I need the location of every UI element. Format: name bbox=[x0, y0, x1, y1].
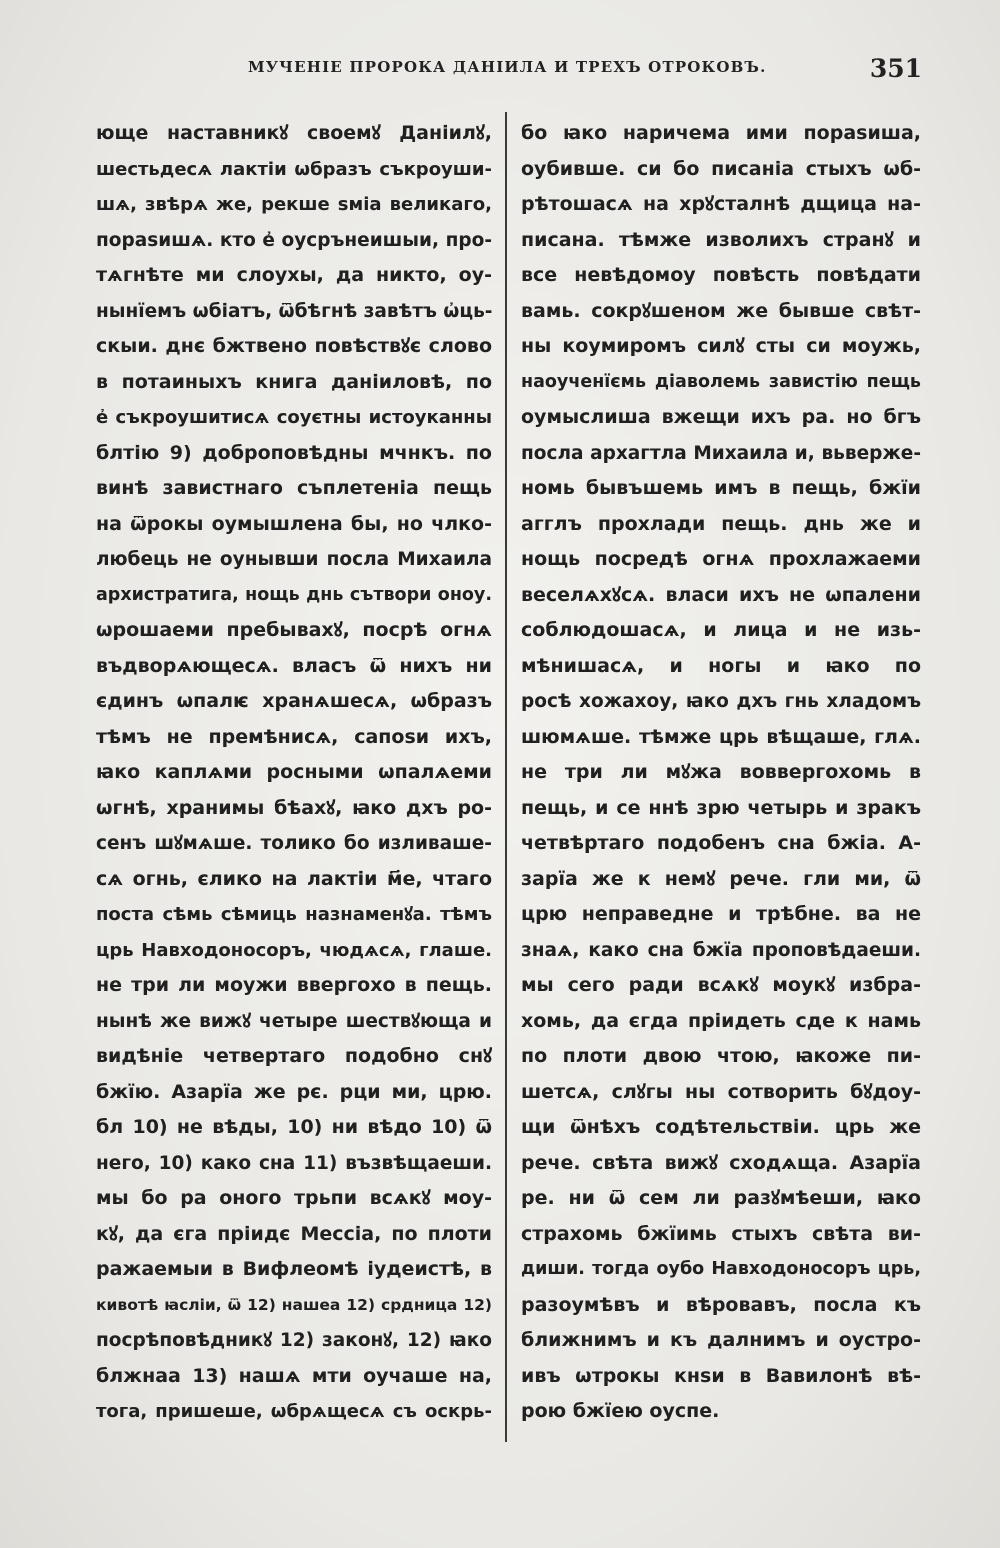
text-line: соблюдошасѧ, и лица и не изь- bbox=[521, 619, 921, 641]
text-line: шюмѧше. тѣмже црь вѣщаше, глѧ. bbox=[521, 725, 921, 748]
text-line: юще наставникꙋ своемꙋ Даніилꙋ, bbox=[96, 122, 492, 144]
text-line: ивъ ѡтрокы кнѕи в Вавилонѣ вѣ- bbox=[521, 1364, 921, 1387]
text-line: диши. тогда оубо Навходоносоръ црь, bbox=[521, 1259, 921, 1279]
text-line: архистратига, нощь днь сътвори оноу. bbox=[96, 584, 492, 605]
text-line: посла архагтла Михаила и, вьверже- bbox=[521, 442, 921, 464]
text-line: страхомь бжїимь стыхъ свѣта ви- bbox=[521, 1222, 921, 1245]
text-line: бжїю. Азарїа же рє. рци ми, црю. bbox=[96, 1080, 492, 1103]
text-line: него, 10) како сна 11) възвѣщаеши. bbox=[96, 1152, 492, 1174]
text-line: не три ли моужи ввергохо в пещь. bbox=[96, 974, 492, 996]
text-line: сенъ шꙋмѧше. толико бо изливаше- bbox=[96, 833, 492, 854]
text-line: црю неправедне и трѣбне. ва не bbox=[521, 903, 921, 925]
text-line: ближнимъ и къ далнимъ и оустро- bbox=[521, 1329, 921, 1351]
text-line: росѣ хожахоу, ꙗко дхъ гнь хладомъ bbox=[521, 691, 921, 712]
right-text-column bbox=[521, 116, 921, 1430]
text-line: нынїемъ ѡбіатъ, ѿбѣгнѣ завѣтъ ѡ҆ць- bbox=[96, 300, 492, 322]
text-line: рою бжїею оуспе. bbox=[521, 1400, 720, 1422]
column-divider bbox=[505, 112, 507, 1442]
text-line: єдинъ ѡпалѥ хранѧшесѧ, ѡбразъ bbox=[96, 690, 492, 712]
text-line: бо ꙗко наричема ими пораѕиша, bbox=[521, 122, 921, 144]
text-line: оубивше. си бо писаніа стыхъ ѡб- bbox=[521, 157, 921, 180]
text-line: шетсѧ, слꙋгы ны сотворить бꙋдоу- bbox=[521, 1080, 921, 1103]
text-line: блтію 9) доброповѣдны мчнкъ. по bbox=[96, 441, 492, 464]
text-line: въдворѧющесѧ. власъ ѿ нихъ ни bbox=[96, 654, 492, 677]
text-line: тѣмъ не премѣнисѧ, сапоѕи ихъ, bbox=[96, 725, 492, 748]
text-line: номь бывъшемь имъ в пещь, бжїи bbox=[521, 477, 921, 499]
text-line: не три ли мꙋжа воввергохомь в bbox=[521, 761, 921, 783]
text-line: шестьдесѧ лактіи ѡбразъ съкроуши- bbox=[96, 158, 492, 180]
text-line: зарїа же к немꙋ рече. гли ми, ѿ bbox=[521, 867, 921, 890]
page-number: 351 bbox=[869, 54, 922, 83]
text-line: поста сѣмь сѣмиць назнаменꙋа. тѣмъ bbox=[96, 904, 492, 925]
text-line: ражаемыи в Вифлеомѣ іудеистѣ, в bbox=[96, 1258, 492, 1280]
text-line: на ѿрокы оумышлена бы, но члко- bbox=[96, 512, 492, 535]
text-line: четвѣртаго подобенъ сна бжіа. А- bbox=[521, 832, 921, 854]
text-line: по плоти двою чтою, ꙗкоже пи- bbox=[521, 1045, 921, 1067]
text-line: разоумѣвъ и вѣровавъ, посла къ bbox=[521, 1293, 921, 1316]
text-line: мы бо ра оного трьпи всѧкꙋ моу- bbox=[96, 1187, 492, 1209]
text-line: шѧ, звѣрѧ же, рекше ѕміа великаго, bbox=[96, 194, 492, 215]
text-line: блжнаа 13) нашѧ мти оучаше на, bbox=[96, 1364, 492, 1387]
text-line: посрѣповѣдникꙋ 12) законꙋ, 12) ꙗко bbox=[96, 1330, 492, 1351]
text-line: пораѕишѧ. кто е҆ оусрънеишыи, про- bbox=[96, 229, 492, 251]
text-line: агглъ прохлади пещь. днь же и bbox=[521, 512, 921, 535]
text-line: ѡрошаеми пребывахꙋ, посрѣ огнѧ bbox=[96, 619, 492, 641]
text-line: хомь, да єгда пріидеть сде к намь bbox=[521, 1009, 921, 1032]
text-line: наоученїємь діаволемь завистію пещь bbox=[521, 371, 921, 392]
text-line: мѣнишасѧ, и ногы и ꙗко по bbox=[521, 654, 921, 677]
text-line: мы сего ради всѧкꙋ моукꙋ избра- bbox=[521, 974, 921, 996]
text-line: вамь. сокрꙋшеном же бывше свѣт- bbox=[521, 299, 921, 322]
text-line: любець не оунывши посла Михаила bbox=[96, 549, 492, 570]
text-line: пещь, и се ннѣ зрю четырь и зракъ bbox=[521, 796, 921, 819]
running-title: МУЧЕНІЕ ПРОРОКА ДАНІИЛА И ТРЕХЪ ОТРОКОВЪ. bbox=[248, 58, 767, 76]
text-line: нынѣ же вижꙋ четыре шествꙋюща и bbox=[96, 1010, 492, 1032]
left-text-column bbox=[96, 116, 492, 1430]
text-line: кꙋ, да єга пріидє Мессіа, по плоти bbox=[96, 1222, 492, 1245]
text-line: рече. свѣта вижꙋ сходѧща. Азарїа bbox=[521, 1151, 921, 1174]
text-line: веселѧхꙋсѧ. власи ихъ не ѡпалени bbox=[521, 583, 921, 606]
text-line: бл 10) не вѣды, 10) ни вѣдо 10) ѿ bbox=[96, 1116, 492, 1138]
text-line: в потаиныхъ книга даніиловѣ, по bbox=[96, 370, 492, 393]
text-line: знаѧ, како сна бжїа проповѣдаеши. bbox=[521, 939, 921, 961]
text-line: тѧгнѣте ми слоухы, да никто, оу- bbox=[96, 264, 492, 286]
text-line: тога, пришеше, ѡбрѧщесѧ съ оскрь- bbox=[96, 1401, 492, 1422]
text-line: все невѣдомоу повѣсть повѣдати bbox=[521, 264, 921, 286]
text-line: видѣніе четвертаго подобно снꙋ bbox=[96, 1045, 492, 1067]
text-line: ре. ни ѿ сем ли разꙋмѣеши, ꙗко bbox=[521, 1187, 921, 1209]
text-line: ѡгнѣ, хранимы бѣахꙋ, ꙗко дхъ ро- bbox=[96, 796, 492, 819]
text-line: ꙗко каплѧми росными ѡпалѧеми bbox=[96, 761, 492, 783]
text-line: винѣ завистнаго съплетеніа пещь bbox=[96, 477, 492, 499]
text-line: кивотѣ ꙗсліи, ѿ 12) нашеа 12) срдница 12) bbox=[96, 1295, 492, 1314]
text-line: оумыслиша вжещи ихъ ра. но бгъ bbox=[521, 406, 921, 428]
text-line: сѧ огнь, єлико на лактіи м҃е, чтаго bbox=[96, 867, 492, 890]
text-line: писана. тѣмже изволихъ странꙋ и bbox=[521, 228, 921, 251]
text-line: ны коумиромъ силꙋ сты си моужь, bbox=[521, 335, 921, 357]
text-line: нощь посредѣ огнѧ прохлажаеми bbox=[521, 548, 921, 570]
text-line: црь Навходоносоръ, чюдѧсѧ, глаше. bbox=[96, 939, 492, 961]
text-line: скыи. днє бжтвено повѣствꙋє слово bbox=[96, 335, 492, 357]
text-line: рѣтошасѧ на хрꙋсталнѣ дщица на- bbox=[521, 193, 921, 215]
text-line: е҆ съкроушитисѧ соуєтны истоуканны bbox=[96, 407, 492, 428]
text-line: щи ѿнѣхъ содѣтельствіи. црь же bbox=[521, 1116, 921, 1138]
